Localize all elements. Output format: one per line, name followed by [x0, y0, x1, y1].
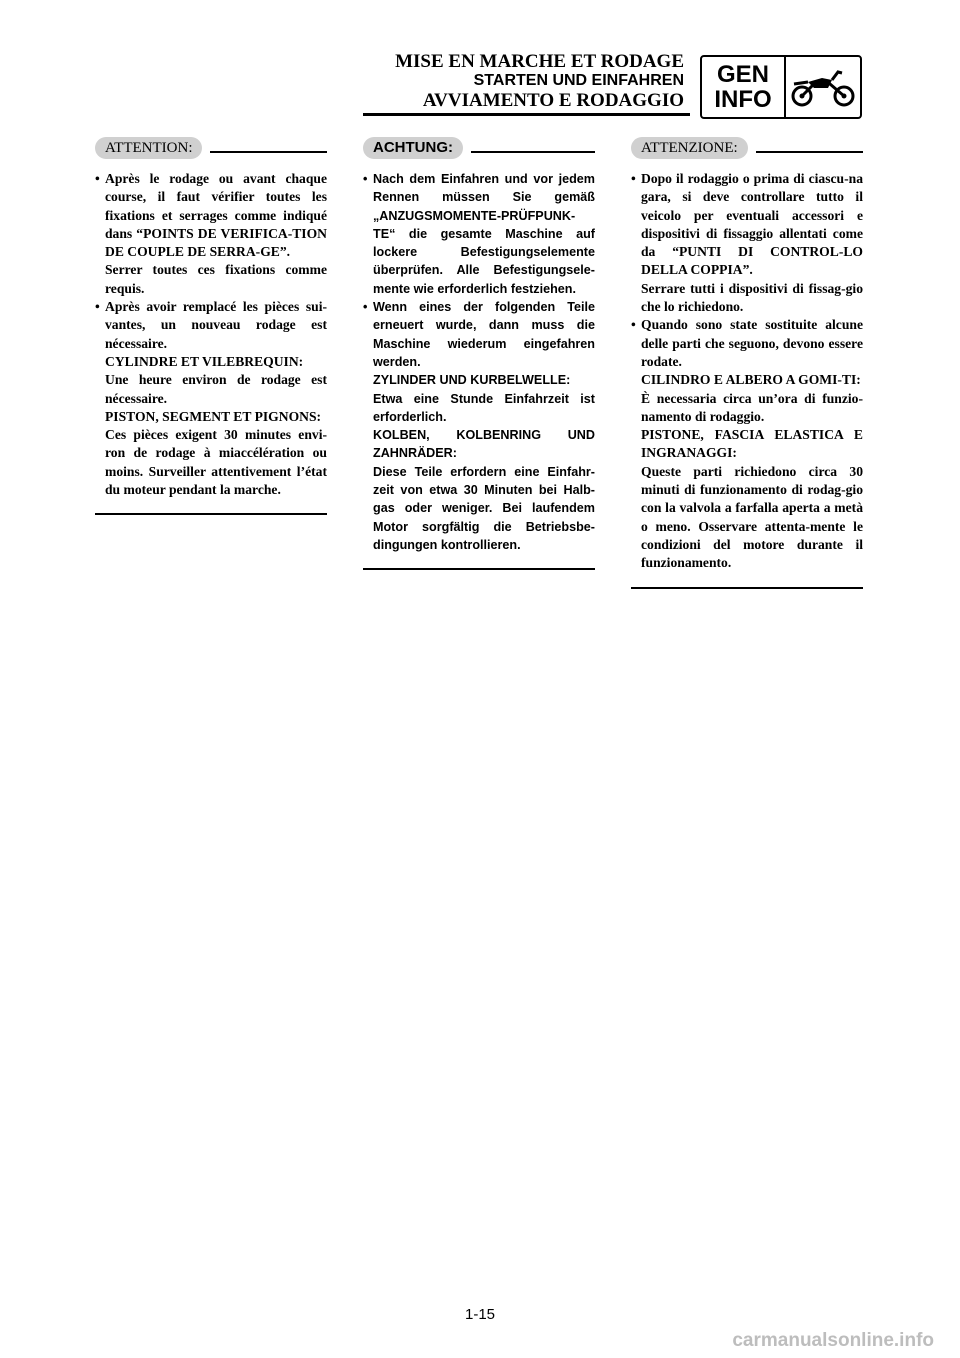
column-de — [363, 137, 595, 570]
list-item: • Quando sono state sostituite alcune delle parti che seguono, devono essere rodate. CILINDRO E ALBERO A GOMI-TI: È necessaria circa un’ora di funzio-namento di rodaggio. PISTONE, FASCIA ELASTICA E INGRANAGGI: Queste parti richiedono circa 30 minuti di funzionamento di rodag-gio con la valvola a farfalla aperta a metà o meno. Osservare attenta-mente le condizioni del motore durante il funzionamento. — [631, 316, 863, 572]
caution-list-de — [363, 170, 595, 554]
title-de: STARTEN UND EINFAHREN — [473, 72, 684, 89]
header-rule — [363, 113, 690, 116]
title-fr: MISE EN MARCHE ET RODAGE — [395, 51, 684, 72]
list-item: • Nach dem Einfahren und vor jedem Rennen müssen Sie gemäß „ANZUGSMOMENTE-PRÜFPUNK-TE“ die gesamte Maschine auf lockere Befestigungselemente überprüfen. Alle Befestigungsele-mente wie erforderlich festziehen. — [363, 170, 595, 298]
gen-info-label — [702, 57, 786, 117]
list-item: • Dopo il rodaggio o prima di ciascu-na gara, si deve controllare tutto il veicolo per eventuali accessori e dispositivi di fissaggio allentati come da “PUNTI DI CONTROL-LO DELLA COPPIA”. Serrare tutti i dispositivi di fissag-gio che lo richiedono. — [631, 170, 863, 316]
gen-label: GEN — [716, 61, 769, 88]
caution-badge-de: ACHTUNG: — [363, 137, 463, 159]
column-fr — [95, 137, 327, 515]
caution-list-fr — [95, 170, 327, 499]
caution-badge-fr: ATTENTION: — [95, 137, 202, 159]
section-end-rule — [95, 513, 327, 515]
heading-rule — [471, 151, 595, 153]
list-item: • Après avoir remplacé les pièces sui-vantes, un nouveau rodage est nécessaire. CYLINDRE ET VILEBREQUIN: Une heure environ de rodage est nécessaire. PISTON, SEGMENT ET PIGNONS: Ces pièces exigent 30 minutes envi-ron de rodage à miaccélération ou moins. Surveiller attentivement l’état du moteur pendant la marche. — [95, 298, 327, 499]
list-item: • Wenn eines der folgenden Teile erneuert wurde, dann muss die Maschine wiederum eingefahren werden. ZYLINDER UND KURBELWELLE: Etwa eine Stunde Einfahrzeit ist erforderlich. KOLBEN, KOLBENRING UND ZAHNRÄDER: Diese Teile erfordern eine Einfahr-zeit von etwa 30 Minuten bei Halb-gas oder weniger. Bei laufendem Motor sorgfältig die Betriebsbe-dingungen kontrollieren. — [363, 298, 595, 554]
column-it — [631, 137, 863, 589]
section-end-rule — [631, 587, 863, 589]
motorcycle-icon — [786, 57, 860, 117]
gen-info-badge — [700, 55, 862, 119]
caution-list-it — [631, 170, 863, 573]
caution-heading-de — [363, 137, 595, 159]
list-item: • Après le rodage ou avant chaque course, il faut vérifier toutes les fixations et serrages comme indiqué dans “POINTS DE VERIFICA-TION DE COUPLE DE SERRA-GE”. Serrer toutes ces fixations comme requis. — [95, 170, 327, 298]
caution-badge-it: ATTENZIONE: — [631, 137, 748, 159]
heading-rule — [756, 151, 863, 153]
caution-heading-fr — [95, 137, 327, 159]
section-end-rule — [363, 568, 595, 570]
caution-heading-it — [631, 137, 863, 159]
section-title — [395, 52, 684, 111]
page-number: 1-15 — [464, 1306, 496, 1323]
watermark[interactable]: carmanualsonline.info — [732, 1330, 934, 1351]
info-label: INFO — [714, 86, 772, 113]
title-it: AVVIAMENTO E RODAGGIO — [422, 90, 684, 111]
heading-rule — [210, 151, 327, 153]
